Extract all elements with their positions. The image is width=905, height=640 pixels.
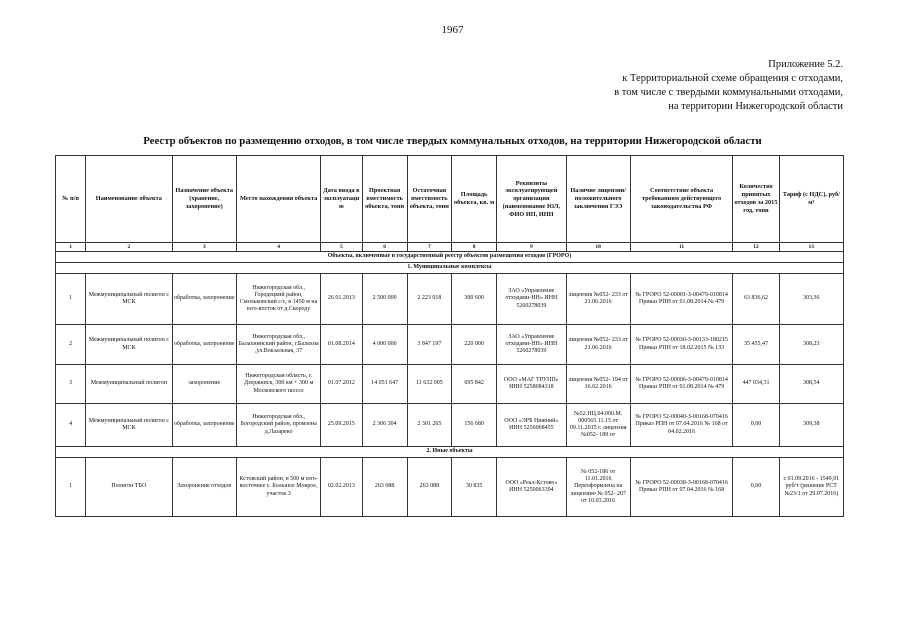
column-number-5: 5: [321, 243, 362, 252]
section-1-row-2-cell-3: обработка, захоронение: [172, 325, 236, 365]
section-1-row-4-cell-13: 309,38: [779, 404, 843, 447]
section-1-row-4-cell-3: обработка, захоронение: [172, 404, 236, 447]
column-number-4: 4: [236, 243, 320, 252]
header-row: [56, 156, 844, 243]
section-1-row-3-cell-9: ООО «МАГ ТРУПП» ИНН 5258084318: [497, 365, 566, 404]
section-1-row-1-cell-1: 1: [56, 274, 86, 325]
section-1-row-4-cell-8: 156 680: [451, 404, 496, 447]
column-header-12: Количество принятых отходов за 2015 год, тонн: [733, 156, 779, 243]
section-1-row-4-cell-6: 2 306 304: [362, 404, 407, 447]
section-2-row-1-cell-5: 02.02.2013: [321, 458, 362, 517]
section-1-row-3-cell-6: 14 051 647: [362, 365, 407, 404]
table-row: [56, 458, 844, 517]
column-header-6: Проектная вместимость объекта, тонн: [362, 156, 407, 243]
column-header-5: Дата ввода в эксплуатацию: [321, 156, 362, 243]
section-1-row-1-cell-3: обработка, захоронение: [172, 274, 236, 325]
column-header-10: Наличие лицензии/положительного заключения ГЭЭ: [566, 156, 630, 243]
section-1-row-3-cell-3: захоронение: [172, 365, 236, 404]
column-header-7: Остаточная вместимость объекта, тонн: [407, 156, 451, 243]
section-1-row-4-cell-5: 25.09.2015: [321, 404, 362, 447]
column-header-4: Место нахождения объекта: [236, 156, 320, 243]
section-2-row-1-cell-2: Полигон ТБО: [86, 458, 172, 517]
appendix-line-1: Приложение 5.2.: [768, 59, 843, 70]
section-1-row-1-cell-5: 26.01.2013: [321, 274, 362, 325]
section-1-row-1-cell-4: Нижегородская обл., Городецкий район, Смольковский с/с, в 1450 м на юго-восток от д.Скороду: [236, 274, 320, 325]
section-2-row-1-cell-11: № ГРОРО 52-00038-З-00168-070416 Приказ РПН от 07.04.2016 № 168: [630, 458, 733, 517]
section-2-row-1-cell-7: 263 088: [407, 458, 451, 517]
section-1-row-1-cell-10: лицензия №052- 233 от 21.06.2016: [566, 274, 630, 325]
column-header-13: Тариф (с НДС), руб/м³: [779, 156, 843, 243]
section-1-row-1-cell-9: ЗАО «Управление отходами-НН» ИНН 5260278039: [497, 274, 566, 325]
column-numbers-row: [56, 243, 844, 252]
section-2-row-1-cell-4: Кстовский район, в 500 м юго-восточнее с. Большое Мокрое, участок 3: [236, 458, 320, 517]
column-header-8: Площадь объекта, кв. м: [451, 156, 496, 243]
column-number-8: 8: [451, 243, 496, 252]
column-number-10: 10: [566, 243, 630, 252]
section-1-row-2-cell-2: Межмуниципальный полигон с МСК: [86, 325, 172, 365]
section-2-row-1-cell-9: ООО «Реал-Кстово» ИНН 5250063394: [497, 458, 566, 517]
table-row: [56, 404, 844, 447]
column-header-3: Назначение объекта (хранение, захоронение): [172, 156, 236, 243]
section-1-row-3-cell-5: 01.07.2012: [321, 365, 362, 404]
section-1-row-4-cell-11: № ГРОРО 52-00040-З-00168-070416 Приказ РПН от 07.04.2016 № 168 от 04.02.2016: [630, 404, 733, 447]
section-1-row-1-cell-13: 303,36: [779, 274, 843, 325]
appendix-line-3: в том числе с твердыми коммунальными отходами,: [614, 87, 843, 98]
column-number-7: 7: [407, 243, 451, 252]
section-1-row-3-cell-13: 308,54: [779, 365, 843, 404]
column-number-3: 3: [172, 243, 236, 252]
section-1-row-1-cell-8: 300 600: [451, 274, 496, 325]
column-number-12: 12: [733, 243, 779, 252]
section-2-label: 2. Иные объекты: [56, 447, 844, 458]
section-1-row-2-cell-12: 35 455,47: [733, 325, 779, 365]
section-2-row-1-cell-1: 1: [56, 458, 86, 517]
table-row: [56, 365, 844, 404]
table-row: [56, 325, 844, 365]
section-1-row-2-cell-4: Нижегородская обл., Балахнинский район, г.Балахна ,ул.Вокзальная, 37: [236, 325, 320, 365]
section-1-row: [56, 263, 844, 274]
section-1-row-1-cell-7: 2 223 018: [407, 274, 451, 325]
section-1-row-2-cell-1: 2: [56, 325, 86, 365]
section-2-row-1-cell-3: Захоронение отходов: [172, 458, 236, 517]
section-1-row-4-cell-7: 2 301 265: [407, 404, 451, 447]
registry-table: [55, 155, 844, 517]
section-2-row-1-cell-12: 0,00: [733, 458, 779, 517]
column-number-6: 6: [362, 243, 407, 252]
section-1-row-4-cell-9: ООО «ЭРБ Нижний» ИНН 5256068455: [497, 404, 566, 447]
section-1-row-4-cell-2: Межмуниципальный полигон с МСК: [86, 404, 172, 447]
column-number-1: 1: [56, 243, 86, 252]
section-1-row-3-cell-12: 447 034,31: [733, 365, 779, 404]
section-1-row-1-cell-12: 63 836,62: [733, 274, 779, 325]
section-2-row-1-cell-6: 263 088: [362, 458, 407, 517]
section-1-row-4-cell-12: 0,00: [733, 404, 779, 447]
column-header-1: № п/п: [56, 156, 86, 243]
appendix-line-4: на территории Нижегородской области: [668, 101, 843, 112]
appendix-note: [423, 58, 843, 114]
section-1-row-2-cell-11: № ГРОРО 52-00030-З-00133-180215 Приказ РПН от 18.02.2015 № 133: [630, 325, 733, 365]
column-number-2: 2: [86, 243, 172, 252]
section-1-label: 1. Муниципальные комплексы: [56, 263, 844, 274]
section-1-row-1-cell-2: Межмуниципальный полигон с МСК: [86, 274, 172, 325]
column-header-11: Соответствие объекта требованиям действующего законодательства РФ: [630, 156, 733, 243]
section-1-row-2-cell-10: лицензия №052- 233 от 21.06.2016: [566, 325, 630, 365]
column-header-2: Наименование объекта: [86, 156, 172, 243]
appendix-line-2: к Территориальной схеме обращения с отходами,: [622, 73, 843, 84]
section-1-row-1-cell-6: 2 500 000: [362, 274, 407, 325]
column-number-9: 9: [497, 243, 566, 252]
section-2-row: [56, 447, 844, 458]
section-1-row-2-cell-7: 3 847 197: [407, 325, 451, 365]
section-1-row-2-cell-5: 01.08.2014: [321, 325, 362, 365]
section-1-row-3-cell-4: Нижегородская область, г. Дзержинск, 300 км + 300 м Московского шоссе: [236, 365, 320, 404]
section-1-row-4-cell-1: 4: [56, 404, 86, 447]
page-number: 1967: [441, 24, 464, 36]
section-1-row-3-cell-8: 695 842: [451, 365, 496, 404]
section-1-row-2-cell-6: 4 000 000: [362, 325, 407, 365]
main-section-label: Объекты, включенные в государственный реестр объектов размещения отходов (ГРОРО): [56, 252, 844, 263]
main-section-row: [56, 252, 844, 263]
column-header-9: Реквизиты эксплуатирующей организации (наименование ЮЛ, ФИО ИП, ИНН: [497, 156, 566, 243]
section-1-row-2-cell-8: 220 000: [451, 325, 496, 365]
section-2-row-1-cell-10: № 052-186 от 11.01.2016 Переоформлена на лицензию № 052- 207 от 10.03.2016: [566, 458, 630, 517]
section-1-row-3-cell-1: 3: [56, 365, 86, 404]
section-1-row-4-cell-10: №52.НЦ.04.000.М. 000565.11.15 от 09.11.2015 г. лицензия №052- 189 от: [566, 404, 630, 447]
document-title: Реестр объектов по размещению отходов, в том числе твердых коммунальных отходов, на территории Нижегородской области: [143, 135, 762, 147]
column-number-13: 13: [779, 243, 843, 252]
section-1-row-3-cell-7: 11 632 005: [407, 365, 451, 404]
section-1-row-4-cell-4: Нижегородская обл., Богородский район, промзона д.Лазарево: [236, 404, 320, 447]
section-1-row-3-cell-11: № ГРОРО 52-00006-З-00479-010814 Приказ РПН от 01.08.2014 № 479: [630, 365, 733, 404]
section-2-row-1-cell-8: 30 835: [451, 458, 496, 517]
section-1-row-2-cell-13: 308,23: [779, 325, 843, 365]
section-1-row-2-cell-9: ЗАО «Управление отходами-НН» ИНН 5260278039: [497, 325, 566, 365]
section-1-row-3-cell-10: лицензия №052- 194 от 16.02.2016: [566, 365, 630, 404]
column-number-11: 11: [630, 243, 733, 252]
section-1-row-3-cell-2: Межмуниципальный полигон: [86, 365, 172, 404]
section-2-row-1-cell-13: с 01.09.2016 - 1549,91 руб/т (решение РСТ №23/1 от 29.07.2016): [779, 458, 843, 517]
section-1-row-1-cell-11: № ГРОРО 52-00001-З-00479-010814 Приказ РПН от 01.08.2014 № 479: [630, 274, 733, 325]
table-row: [56, 274, 844, 325]
